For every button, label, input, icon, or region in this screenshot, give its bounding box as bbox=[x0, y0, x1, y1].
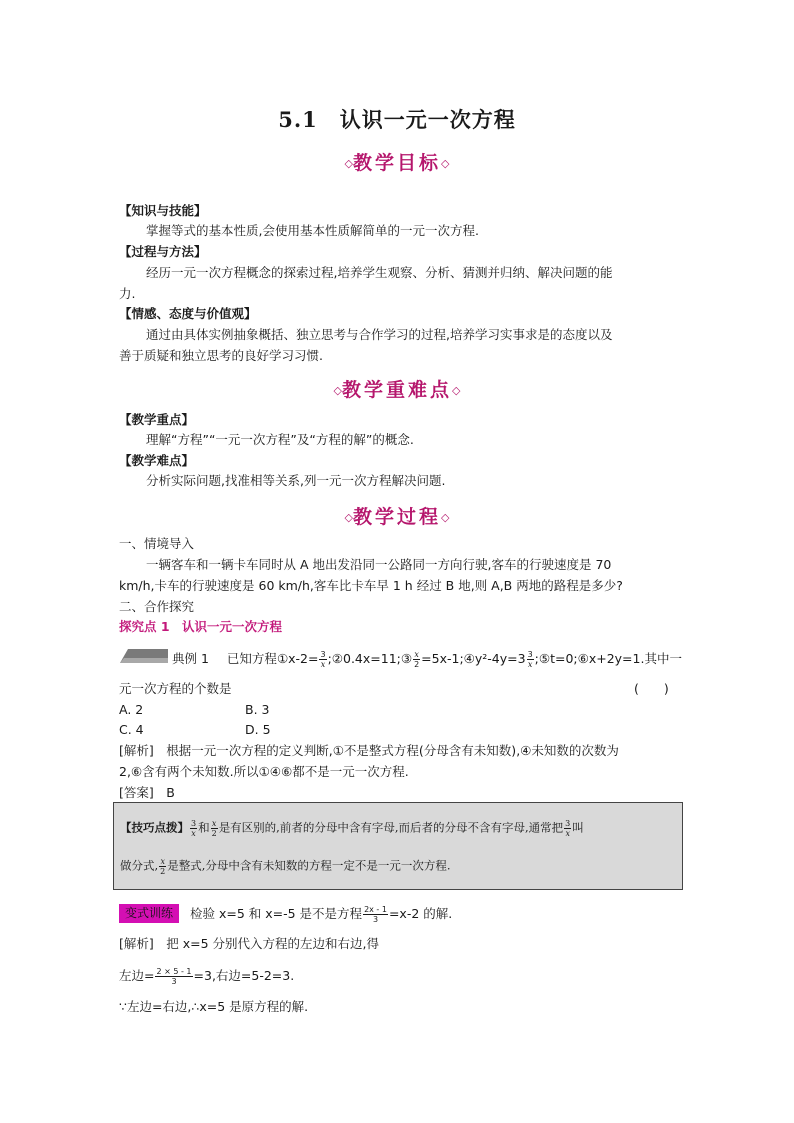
fraction-3-over-x: $\frac{3}{x}$ bbox=[527, 650, 533, 669]
tip-text: 是有区别的,前者的分母中含有字母,而后者的分母不含有字母,通常把 bbox=[218, 820, 564, 835]
equation-part: =5x-1;④y²-4y=3 bbox=[421, 651, 526, 666]
example-intro: 已知方程 bbox=[226, 651, 277, 666]
diamond-icon: ◇ bbox=[344, 511, 353, 524]
keypoints-heading-key: 【教学重点】 bbox=[119, 412, 195, 427]
example-answer: [答案] B bbox=[119, 785, 175, 800]
equation-part: ;⑤t=0;⑥x+2y=1.其中一 bbox=[534, 651, 682, 666]
equation-part: ①x-2= bbox=[276, 651, 319, 666]
keypoints-heading-difficult: 【教学难点】 bbox=[119, 453, 195, 468]
answer-blank: ( ) bbox=[634, 681, 669, 696]
left-side-result: =3,右边=5-2=3. bbox=[193, 968, 295, 983]
variant-question-text: 检验 x=5 和 x=-5 是不是方程 bbox=[190, 906, 363, 921]
goals-text-knowledge: 掌握等式的基本性质,会使用基本性质解简单的一元一次方程. bbox=[146, 223, 479, 238]
equation-part: ;②0.4x=11;③ bbox=[327, 651, 413, 666]
tip-text: 做分式, bbox=[120, 858, 159, 873]
option-c: C. 4 bbox=[119, 722, 144, 737]
tip-label: 【技巧点拨】 bbox=[120, 820, 189, 835]
example-stripe-icon bbox=[120, 649, 168, 663]
process-step-2-heading: 二、合作探究 bbox=[119, 599, 195, 614]
variant-question-text: =x-2 的解. bbox=[388, 906, 453, 921]
variant-analysis: [解析] 把 x=5 分别代入方程的左边和右边,得 bbox=[119, 936, 379, 951]
keypoints-text-key: 理解“方程”“一元一次方程”及“方程的解”的概念. bbox=[146, 432, 414, 447]
tip-box bbox=[113, 802, 683, 890]
variant-conclusion: ∵左边=右边,∴x=5 是原方程的解. bbox=[119, 999, 309, 1014]
example-question bbox=[172, 649, 682, 669]
diamond-icon: ◇ bbox=[441, 511, 450, 524]
fraction-3-over-x: $\frac{3}{x}$ bbox=[320, 650, 326, 669]
option-b: B. 3 bbox=[245, 702, 270, 717]
left-side-label: 左边= bbox=[119, 968, 155, 983]
diamond-icon: ◇ bbox=[333, 384, 342, 397]
tip-line-2 bbox=[120, 857, 451, 876]
section-title: 教学重难点 bbox=[341, 379, 452, 401]
section-title: 教学目标 bbox=[352, 152, 441, 174]
page-title: 5.1 认识一元一次方程 bbox=[278, 107, 516, 132]
goals-heading-process: 【过程与方法】 bbox=[119, 244, 207, 259]
example-analysis-cont: 2,⑥含有两个未知数.所以①④⑥都不是一元一次方程. bbox=[119, 764, 409, 779]
tip-text: 叫 bbox=[572, 820, 584, 835]
example-question-cont: 元一次方程的个数是 bbox=[119, 681, 232, 696]
section-heading-goals bbox=[0, 148, 794, 175]
goals-heading-attitude: 【情感、态度与价值观】 bbox=[119, 306, 257, 321]
process-step-1-text: 一辆客车和一辆卡车同时从 A 地出发沿同一公路同一方向行驶,客车的行驶速度是 70 bbox=[146, 557, 612, 572]
section-heading-keypoints bbox=[0, 375, 794, 402]
tip-text: 是整式,分母中含有未知数的方程一定不是一元一次方程. bbox=[167, 858, 451, 873]
example-label: 典例 1 bbox=[172, 651, 209, 666]
variant-question bbox=[190, 904, 452, 924]
fraction-x-over-2: $\frac{x}{2}$ bbox=[211, 819, 217, 838]
section-heading-process bbox=[0, 502, 794, 529]
process-step-1-heading: 一、情境导入 bbox=[119, 536, 195, 551]
example-analysis: [解析] 根据一元一次方程的定义判断,①不是整式方程(分母含有未知数),④未知数的次数为 bbox=[119, 743, 619, 758]
fraction-3-over-x: $\frac{3}{x}$ bbox=[191, 819, 197, 838]
variant-training-badge: 变式训练 bbox=[119, 904, 179, 923]
option-a: A. 2 bbox=[119, 702, 144, 717]
fraction-x-over-2: $\frac{x}{2}$ bbox=[414, 650, 420, 669]
goals-heading-knowledge: 【知识与技能】 bbox=[119, 203, 207, 218]
goals-text-process: 经历一元一次方程概念的探索过程,培养学生观察、分析、猜测并归纳、解决问题的能 bbox=[146, 265, 613, 280]
fraction-3-over-x: $\frac{3}{x}$ bbox=[565, 819, 571, 838]
goals-text-attitude-cont: 善于质疑和独立思考的良好学习习惯. bbox=[119, 348, 323, 363]
section-title: 教学过程 bbox=[352, 506, 441, 528]
diamond-icon: ◇ bbox=[452, 384, 461, 397]
fraction-2x5-1-over-3: $\frac{2 \times 5 - 1}{3}$ bbox=[156, 967, 192, 986]
tip-line-1 bbox=[120, 819, 584, 838]
fraction-2x-1-over-3: $\frac{2x - 1}{3}$ bbox=[364, 905, 387, 924]
diamond-icon: ◇ bbox=[344, 157, 353, 170]
goals-text-attitude: 通过由具体实例抽象概括、独立思考与合作学习的过程,培养学习实事求是的态度以及 bbox=[146, 327, 613, 342]
fraction-x-over-2: $\frac{x}{2}$ bbox=[160, 857, 166, 876]
option-d: D. 5 bbox=[245, 722, 271, 737]
variant-left-side bbox=[119, 966, 294, 986]
goals-text-process-cont: 力. bbox=[119, 286, 136, 301]
keypoints-text-difficult: 分析实际问题,找准相等关系,列一元一次方程解决问题. bbox=[146, 473, 446, 488]
tip-text: 和 bbox=[198, 820, 210, 835]
process-step-1-text-cont: km/h,卡车的行驶速度是 60 km/h,客车比卡车早 1 h 经过 B 地,则 A,B 两地的路程是多少? bbox=[119, 578, 623, 593]
explore-point-heading: 探究点 1 认识一元一次方程 bbox=[119, 619, 283, 634]
diamond-icon: ◇ bbox=[441, 157, 450, 170]
